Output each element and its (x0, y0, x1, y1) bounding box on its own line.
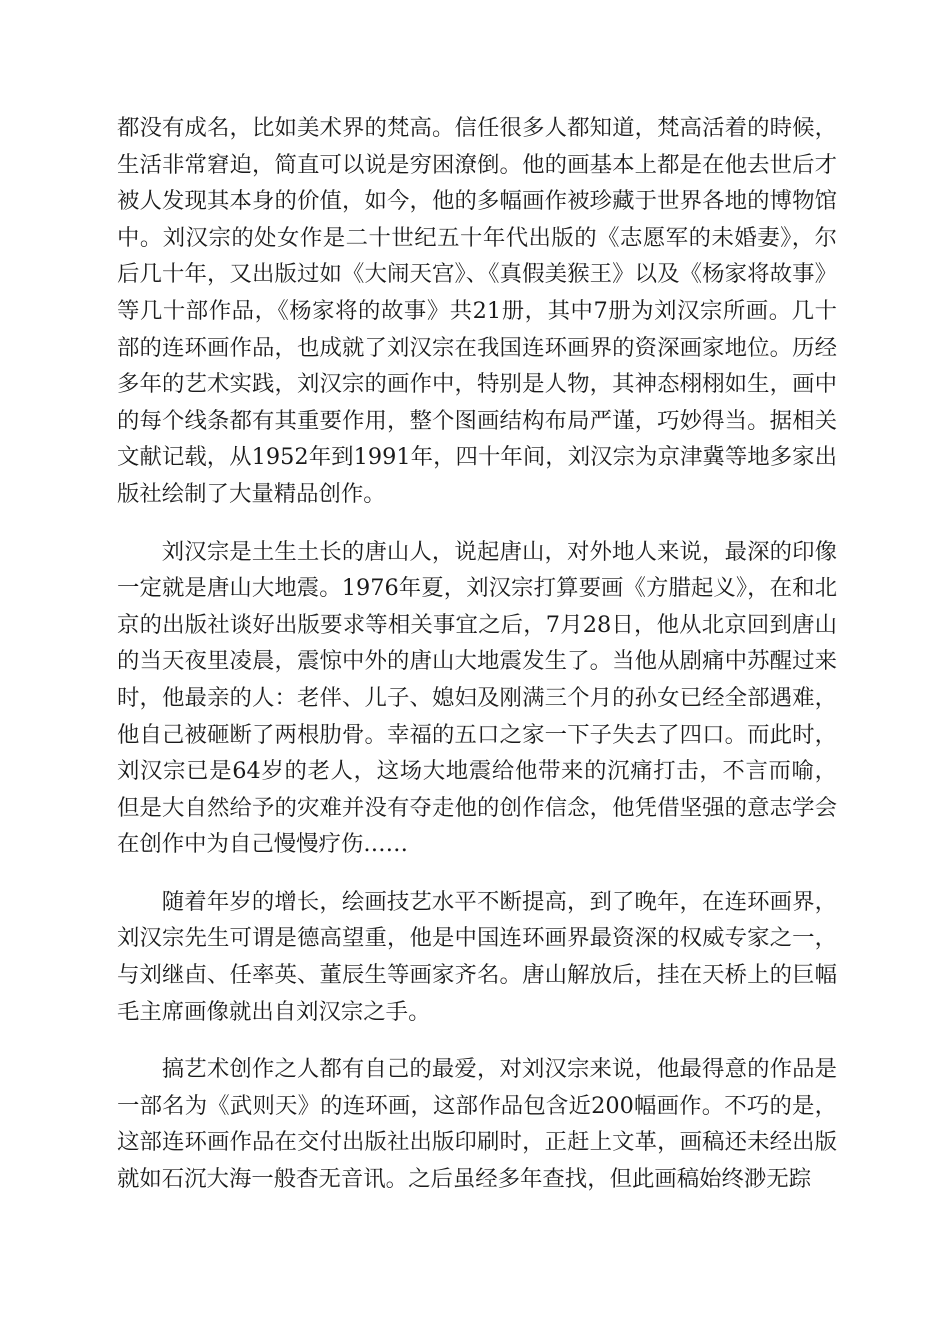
paragraph-3: 随着年岁的增长，绘画技艺水平不断提高，到了晚年，在连环画界，刘汉宗先生可谓是德高望重，他是中国连环画界最资深的权威专家之一，与刘继卣、任率英、董辰生等画家齐名。唐山解放后，挂在天桥上的巨幅毛主席画像就出自刘汉宗之手。 (117, 888, 837, 1025)
paragraph-4: 搞艺术创作之人都有自己的最爱，对刘汉宗来说，他最得意的作品是一部名为《武则天》的连环画，这部作品包含近200幅画作。不巧的是，这部连环画作品在交付出版社出版印刷时，正赶上文革，画稿还未经出版就如石沉大海一般杳无音讯。之后虽经多年查找，但此画稿始终渺无踪 (117, 1056, 837, 1193)
paragraph-2: 刘汉宗是土生土长的唐山人，说起唐山，对外地人来说，最深的印像一定就是唐山大地震。1976年夏，刘汉宗打算要画《方腊起义》，在和北京的出版社谈好出版要求等相关事宜之后，7月28日，他从北京回到唐山的当天夜里凌晨，震惊中外的唐山大地震发生了。当他从剧痛中苏醒过来时，他最亲的人：老伴、儿子、媳妇及刚满三个月的孙女已经全部遇难，他自己被砸断了两根肋骨。幸福的五口之家一下子失去了四口。而此时，刘汉宗已是64岁的老人，这场大地震给他带来的沉痛打击，不言而喻，但是大自然给予的灾难并没有夺走他的创作信念，他凭借坚强的意志学会在创作中为自己慢慢疗伤…… (117, 538, 837, 858)
paragraph-1: 都没有成名，比如美术界的梵高。信任很多人都知道，梵高活着的時候，生活非常窘迫，简直可以说是穷困潦倒。他的画基本上都是在他去世后才被人发现其本身的价值，如今，他的多幅画作被珍藏于世界各地的博物馆中。刘汉宗的处女作是二十世纪五十年代出版的《志愿军的未婚妻》，尔后几十年，又出版过如《大闹天宫》、《真假美猴王》以及《杨家将故事》等几十部作品，《杨家将的故事》共21册，其中7册为刘汉宗所画。几十部的连环画作品，也成就了刘汉宗在我国连环画界的资深画家地位。历经多年的艺术实践，刘汉宗的画作中，特别是人物，其神态栩栩如生，画中的每个线条都有其重要作用，整个图画结构布局严谨，巧妙得当。据相关文献记载，从1952年到1991年，四十年间，刘汉宗为京津冀等地多家出版社绘制了大量精品创作。 (117, 115, 837, 507)
article-body (117, 110, 837, 1219)
